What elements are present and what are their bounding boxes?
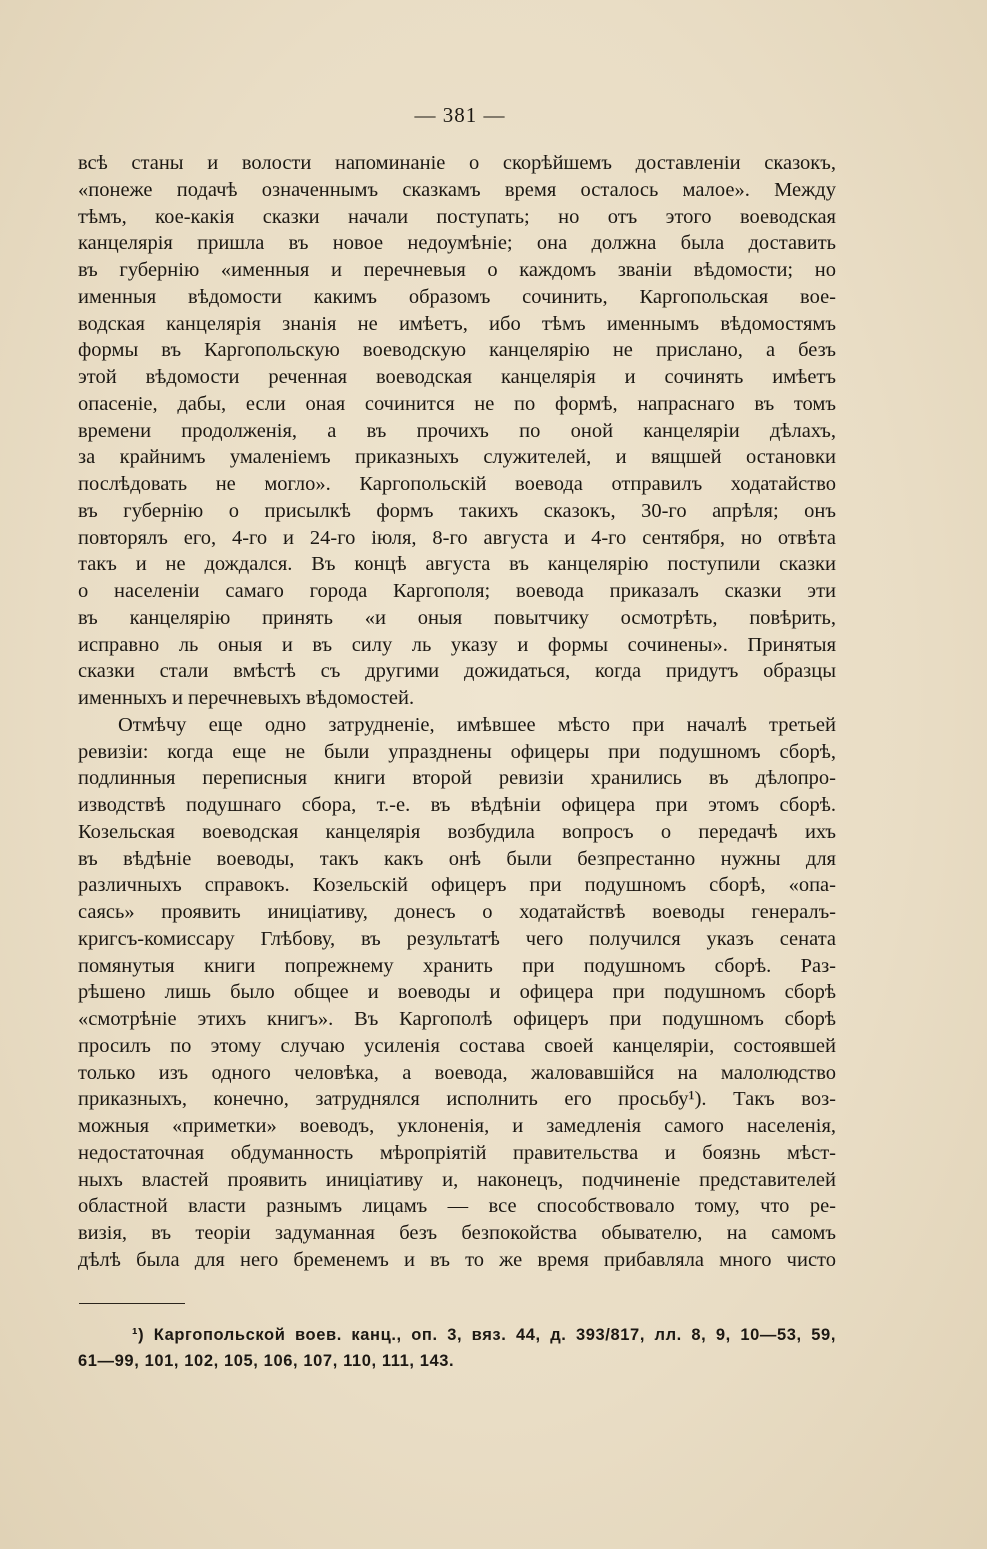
text-line: дѣлѣ была для него бременемъ и въ то же время прибавляла много чисто: [78, 1248, 836, 1271]
text-line: повторялъ его, 4-го и 24-го іюля, 8-го августа и 4-го сентября, но отвѣта: [78, 526, 836, 549]
text-line: «смотрѣніе этихъ книгъ». Въ Каргополѣ офицеръ при подушномъ сборѣ: [78, 1008, 836, 1030]
text-line: ныхъ властей проявить иниціативу и, наконецъ, подчиненіе представителей: [78, 1168, 836, 1191]
text-line: водская канцелярія знанія не имѣетъ, ибо тѣмъ именнымъ вѣдомостямъ: [78, 312, 836, 335]
text-line: формы въ Каргопольскую воеводскую канцелярію не прислано, а безъ: [78, 339, 836, 362]
text-line: именныя вѣдомости какимъ образомъ сочинить, Каргопольская вое-: [78, 285, 836, 308]
text-line: кригсъ-комиссару Глѣбову, въ результатѣ чего получился указъ сената: [78, 927, 836, 950]
page-number: — 381 —: [414, 103, 506, 127]
text-line: приказныхъ, конечно, затруднялся исполнить его просьбу¹). Такъ воз-: [78, 1088, 836, 1111]
text-line: въ канцелярію принять «и оныя повытчику осмотрѣть, повѣрить,: [78, 606, 836, 629]
body-text: [78, 150, 836, 1274]
text-line: канцелярія пришла въ новое недоумѣніе; она должна была доставить: [78, 232, 836, 255]
text-line: подлинныя переписныя книги второй ревизіи хранились въ дѣлопро-: [78, 767, 836, 790]
footnote-line: ¹) Каргопольской воев. канц., оп. 3, вяз. 44, д. 393/817, лл. 8, 9, 10—53, 59,: [132, 1326, 836, 1344]
text-line: такъ и не дождался. Въ концѣ августа въ канцелярію поступили сказки: [78, 553, 836, 576]
text-line: исправно ль оныя и въ силу ль указу и формы сочинены». Принятыя: [78, 633, 836, 656]
text-line: за крайнимъ умаленіемъ приказныхъ служителей, и вящшей остановки: [78, 446, 836, 469]
text-line: сказки стали вмѣстѣ съ другими дожидаться, когда придутъ образцы: [78, 660, 836, 683]
text-line: помянутыя книги попрежнему хранить при подушномъ сборѣ. Раз-: [78, 954, 836, 977]
text-line: времени продолженія, а въ прочихъ по оной канцеляріи дѣлахъ,: [78, 419, 836, 442]
text-line: только изъ одного человѣка, а воевода, жаловавшійся на малолюдство: [78, 1061, 836, 1084]
text-line: просилъ по этому случаю усиленія состава своей канцеляріи, состоявшей: [78, 1034, 836, 1057]
text-line: этой вѣдомости реченная воеводская канцелярія и сочинять имѣетъ: [78, 366, 836, 388]
text-line: визія, въ теоріи задуманная безъ безпокойства обывателю, на самомъ: [78, 1222, 836, 1244]
text-line: всѣ станы и волости напоминаніе о скорѣйшемъ доставленіи сказокъ,: [78, 152, 836, 174]
text-line: областной власти разнымъ лицамъ — все способствовало тому, что ре-: [78, 1195, 836, 1218]
text-line: Отмѣчу еще одно затрудненіе, имѣвшее мѣсто при началѣ третьей: [118, 713, 836, 736]
text-line: изводствѣ подушнаго сбора, т.-е. въ вѣдѣніи офицера при этомъ сборѣ.: [78, 794, 836, 816]
footnote-divider: [79, 1303, 185, 1304]
text-line: саясь» проявить иниціативу, донесъ о ходатайствѣ воеводы генералъ-: [78, 901, 836, 923]
text-line: тѣмъ, кое-какія сказки начали поступать; но отъ этого воеводская: [78, 205, 836, 228]
paragraph: [78, 150, 836, 712]
text-line: рѣшено лишь было общее и воеводы и офицера при подушномъ сборѣ: [78, 981, 836, 1004]
footnote-line: 61—99, 101, 102, 105, 106, 107, 110, 111, 143.: [78, 1352, 455, 1370]
text-line: въ губернію «именныя и перечневыя о каждомъ званіи вѣдомости; но: [78, 259, 836, 281]
text-line: недостаточная обдуманность мѣропріятій правительства и боязнь мѣст-: [78, 1141, 836, 1164]
text-line: ревизіи: когда еще не были упразднены офицеры при подушномъ сборѣ,: [78, 740, 836, 763]
text-line: послѣдовать не могло». Каргопольскій воевода отправилъ ходатайство: [78, 473, 836, 495]
text-line: можныя «приметки» воеводъ, уклоненія, и замедленія самого населенія,: [78, 1115, 836, 1137]
text-line: именныхъ и перечневыхъ вѣдомостей.: [78, 687, 415, 709]
paragraph: [78, 712, 836, 1274]
text-line: о населеніи самаго города Каргополя; воевода приказалъ сказки эти: [78, 580, 836, 602]
text-line: опасеніе, дабы, если оная сочинится не по формѣ, напраснаго въ томъ: [78, 392, 836, 415]
text-line: въ губернію о присылкѣ формъ такихъ сказокъ, 30-го апрѣля; онъ: [78, 499, 836, 522]
text-line: Козельская воеводская канцелярія возбудила вопросъ о передачѣ ихъ: [78, 820, 836, 843]
text-line: «понеже подачѣ означеннымъ сказкамъ время осталось малое». Между: [78, 178, 836, 201]
footnote: [78, 1322, 836, 1374]
text-line: различныхъ справокъ. Козельскій офицеръ при подушномъ сборѣ, «опа-: [78, 874, 836, 897]
text-line: въ вѣдѣніе воеводы, такъ какъ онѣ были безпрестанно нужны для: [78, 847, 836, 870]
